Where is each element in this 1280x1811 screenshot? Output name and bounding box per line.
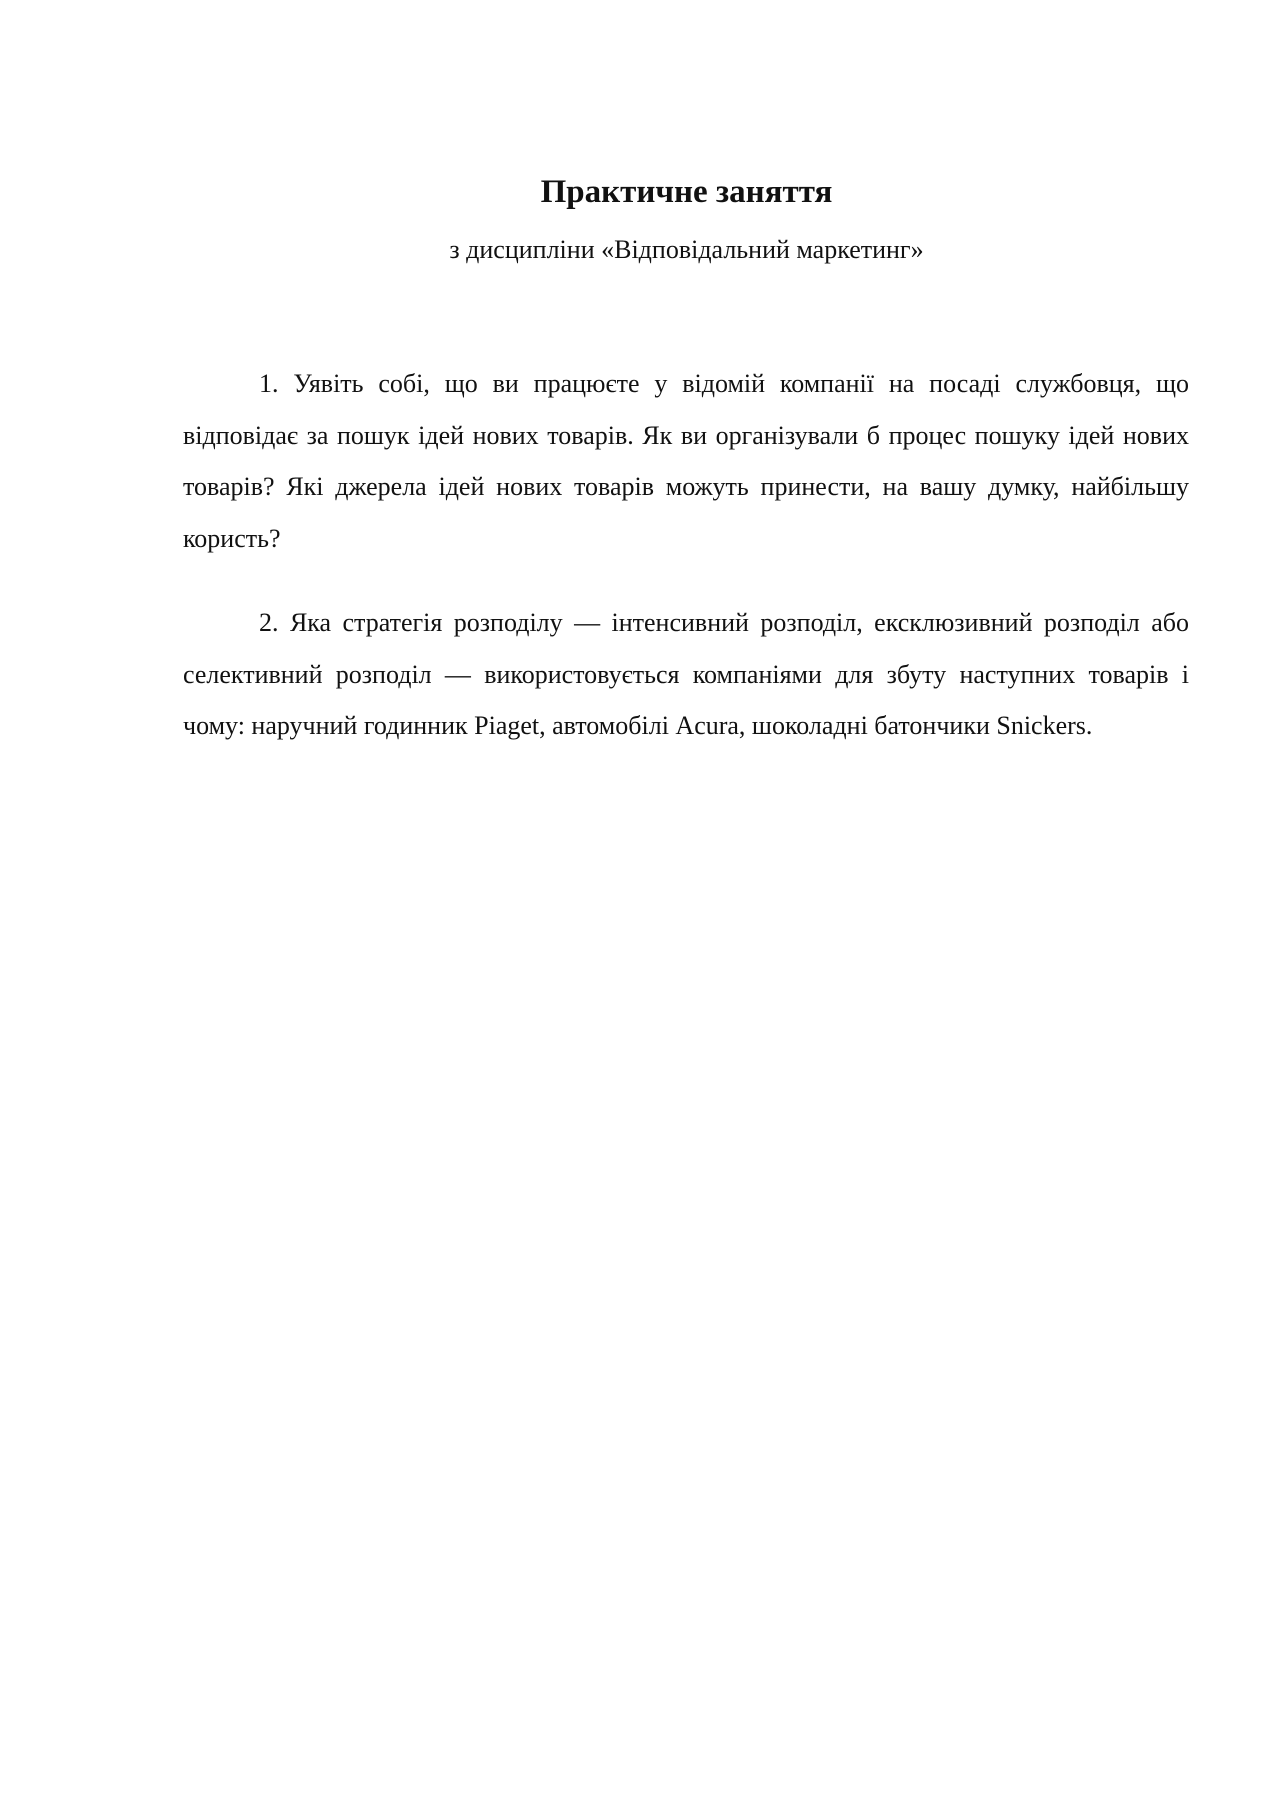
page-title: Практичне заняття bbox=[540, 174, 833, 210]
question-2-paragraph: 2. Яка стратегія розподілу — інтенсивний розподіл, ексклюзивний розподіл або селективний розподіл — використовується компаніями для збуту наступних товарів і чому: наручний годинник Piaget, автомобілі Acura, шоколадні батончики Snickers. bbox=[183, 608, 1189, 740]
page-subtitle: з дисципліни «Відповідальний маркетинг» bbox=[449, 235, 924, 264]
question-1-paragraph: 1. Уявіть собі, що ви працюєте у відомій компанії на посаді службовця, що відповідає за пошук ідей нових товарів. Як ви організували б процес пошуку ідей нових товарів? Які джерела ідей нових товарів можуть принести, на вашу думку, найбільшу користь? bbox=[183, 369, 1189, 553]
